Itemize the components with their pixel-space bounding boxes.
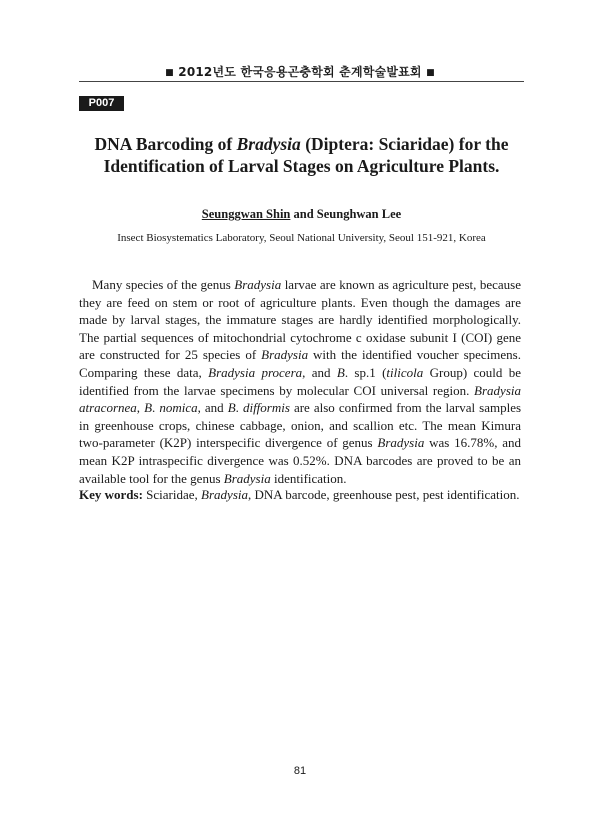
page-number: 81 xyxy=(293,765,307,777)
keyword-species: Bradysia xyxy=(201,487,248,502)
abstract-text: are also confirmed from the larval samples in greenhouse crops, chinese cabbage, onion, and scallion etc. The mean Kimura two-parameter (K2P) interspecific divergence of genus xyxy=(79,400,522,451)
abstract-text: . xyxy=(235,400,243,416)
species-name: Bradysia xyxy=(377,435,425,451)
keyword-text: Sciaridae, xyxy=(142,487,202,502)
species-name: Bradysia xyxy=(234,277,282,292)
header-bullet-left: ■ xyxy=(165,68,174,78)
abstract-text: identification. xyxy=(270,470,347,486)
species-name: nomica xyxy=(159,400,198,416)
abstract-text: Many species of the genus xyxy=(92,277,235,292)
affiliation: Insect Biosystematics Laboratory, Seoul National University, Seoul 151-921, Korea xyxy=(117,232,486,244)
species-name: Bradysia atracornea xyxy=(79,382,521,416)
abstract-text: . xyxy=(152,400,160,416)
abstract-body xyxy=(79,276,521,487)
abstract-text: . sp.1 ( xyxy=(344,364,387,380)
species-name: difformis xyxy=(242,400,290,416)
paper-title xyxy=(79,133,524,177)
abstract-text: Group) could be identified from the larvae specimens by molecular COI universal region. xyxy=(79,364,521,398)
conference-name: 2012년도 한국응용곤충학회 춘계학술발표회 xyxy=(178,65,422,79)
species-name: Bradysia xyxy=(223,470,271,486)
poster-id-badge: P007 xyxy=(79,96,124,111)
keywords xyxy=(79,486,524,503)
conference-header xyxy=(0,63,600,80)
title-line-2: Identification of Larval Stages on Agriculture Plants. xyxy=(103,156,500,176)
species-name: Bradysia xyxy=(261,347,309,363)
species-name: Bradysia procera xyxy=(208,364,303,380)
title-genus: Bradysia xyxy=(236,134,301,154)
species-name: B xyxy=(227,400,236,416)
abstract-text: , and xyxy=(302,364,337,380)
co-author: and Seunghwan Lee xyxy=(290,207,402,221)
title-line-1 xyxy=(79,133,524,155)
species-name: tilicola xyxy=(386,364,424,380)
abstract-text: with the identified voucher specimens. Comparing these data, xyxy=(79,347,521,380)
authors xyxy=(79,207,524,222)
abstract-text: , xyxy=(136,400,145,416)
header-rule xyxy=(79,81,524,82)
keywords-label: Key words: xyxy=(79,487,143,502)
keyword-text: , DNA barcode, greenhouse pest, pest identification. xyxy=(248,487,520,502)
title-text: (Diptera: Sciaridae) for the xyxy=(300,134,509,154)
abstract-text: was 16.78%, and mean K2P intraspecific divergence was 0.52%. DNA barcodes are proved to be an available tool for the genus xyxy=(79,435,521,486)
presenting-author: Seunggwan Shin xyxy=(201,207,291,221)
species-name: B xyxy=(144,400,153,416)
title-text: DNA Barcoding of xyxy=(94,134,237,154)
abstract-text: larvae are known as agriculture pest, because they are feed on stem or root of agriculture plants. Even though the damages are made by larval stages, the immature stages are hardly identified morphologically. The partial sequences of mitochondrial cytochrome c oxidase subunit I (COI) gene are constructed for 25 species of xyxy=(79,277,521,363)
species-name: B xyxy=(336,364,345,380)
header-bullet-right: ■ xyxy=(426,68,435,78)
abstract-text: , and xyxy=(197,400,228,416)
